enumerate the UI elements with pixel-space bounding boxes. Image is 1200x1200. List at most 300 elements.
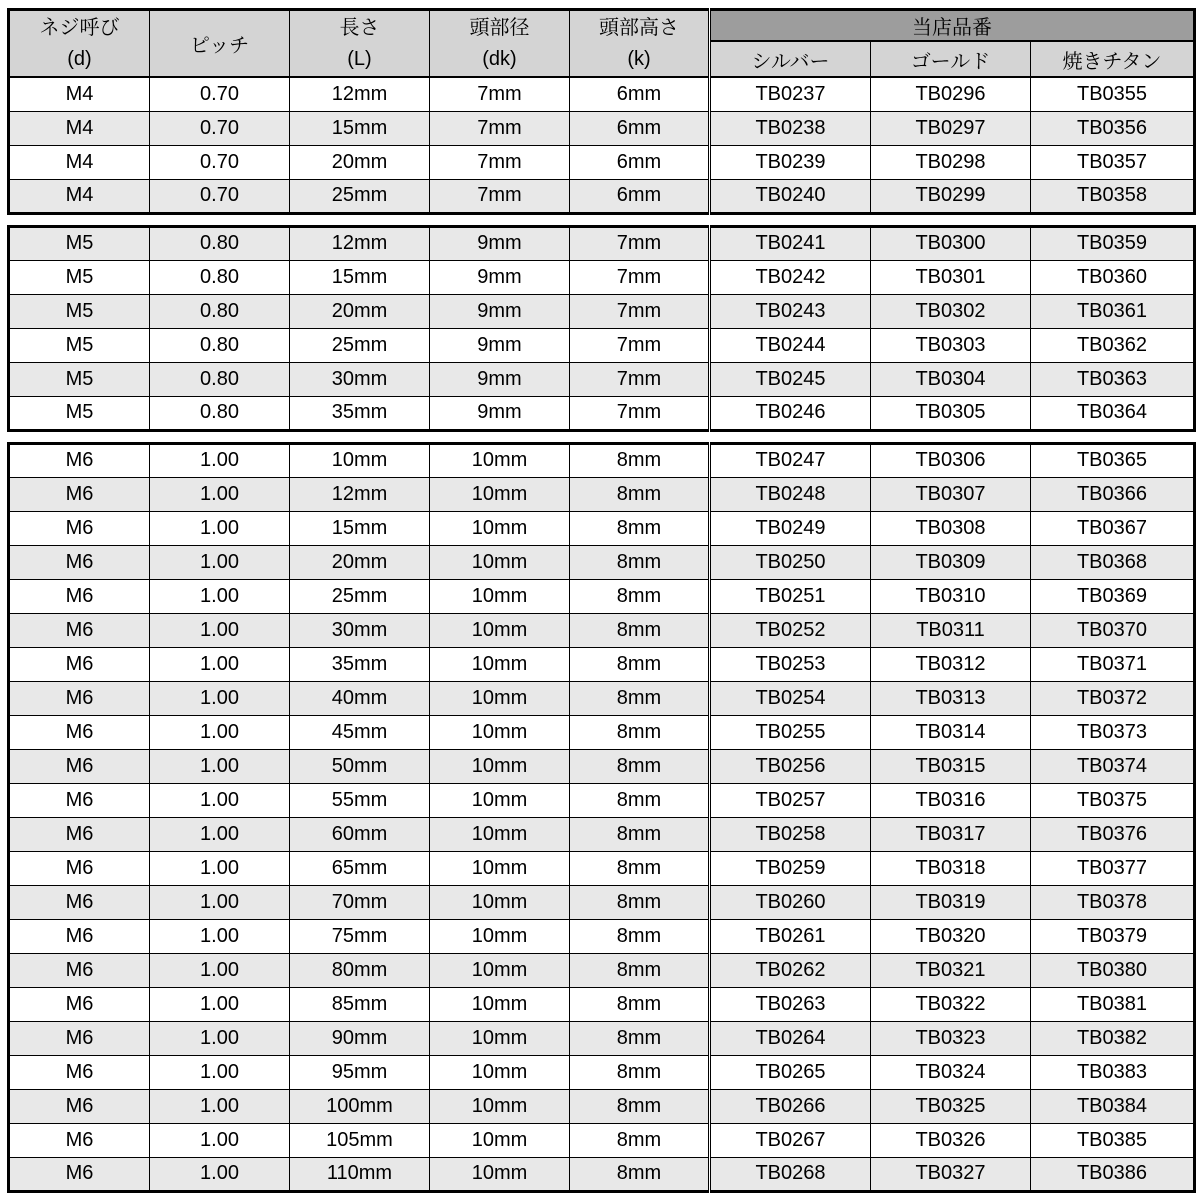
head-diameter-cell: 10mm xyxy=(430,1157,570,1191)
col-header-head-height xyxy=(570,10,710,78)
part-number-gold-cell: TB0311 xyxy=(871,613,1031,647)
screw-size-cell: M6 xyxy=(9,1055,150,1089)
col-header-screw-size xyxy=(9,10,150,78)
screw-size-cell: M6 xyxy=(9,545,150,579)
head-height-cell: 8mm xyxy=(570,1157,710,1191)
m4-rows xyxy=(9,77,1195,213)
table-row xyxy=(9,328,1195,362)
head-height-cell: 8mm xyxy=(570,987,710,1021)
part-number-gold-cell: TB0307 xyxy=(871,477,1031,511)
pitch-cell: 0.80 xyxy=(150,396,290,430)
col-header-length-symbol: (L) xyxy=(347,47,372,70)
part-number-titanium-cell: TB0383 xyxy=(1031,1055,1195,1089)
pitch-cell: 1.00 xyxy=(150,851,290,885)
col-header-screw-size-label: ネジ呼び xyxy=(39,16,120,39)
col-header-head-diameter-symbol: (dk) xyxy=(482,47,517,70)
table-row xyxy=(9,783,1195,817)
part-number-gold-cell: TB0305 xyxy=(871,396,1031,430)
part-number-gold-cell: TB0302 xyxy=(871,294,1031,328)
col-header-head-diameter-label: 頭部径 xyxy=(469,16,530,39)
head-diameter-cell: 9mm xyxy=(430,362,570,396)
length-cell: 15mm xyxy=(290,511,430,545)
table-row xyxy=(9,613,1195,647)
col-header-pitch: ピッチ xyxy=(150,10,290,78)
head-height-cell: 8mm xyxy=(570,1055,710,1089)
part-number-silver-cell: TB0248 xyxy=(710,477,871,511)
screw-size-cell: M6 xyxy=(9,613,150,647)
col-header-silver: シルバー xyxy=(710,41,871,77)
table-row xyxy=(9,1157,1195,1191)
length-cell: 80mm xyxy=(290,953,430,987)
length-cell: 65mm xyxy=(290,851,430,885)
col-header-gold: ゴールド xyxy=(871,41,1031,77)
pitch-cell: 1.00 xyxy=(150,545,290,579)
table-row xyxy=(9,1123,1195,1157)
head-height-cell: 8mm xyxy=(570,613,710,647)
head-diameter-cell: 10mm xyxy=(430,715,570,749)
part-number-silver-cell: TB0244 xyxy=(710,328,871,362)
screw-size-cell: M6 xyxy=(9,851,150,885)
table-row xyxy=(9,477,1195,511)
part-number-titanium-cell: TB0386 xyxy=(1031,1157,1195,1191)
length-cell: 12mm xyxy=(290,477,430,511)
screw-size-cell: M6 xyxy=(9,1021,150,1055)
head-height-cell: 8mm xyxy=(570,477,710,511)
head-diameter-cell: 9mm xyxy=(430,260,570,294)
pitch-cell: 0.70 xyxy=(150,145,290,179)
part-number-titanium-cell: TB0363 xyxy=(1031,362,1195,396)
pitch-cell: 1.00 xyxy=(150,1123,290,1157)
pitch-cell: 1.00 xyxy=(150,1021,290,1055)
length-cell: 85mm xyxy=(290,987,430,1021)
length-cell: 45mm xyxy=(290,715,430,749)
length-cell: 70mm xyxy=(290,885,430,919)
head-height-cell: 7mm xyxy=(570,226,710,260)
part-number-gold-cell: TB0312 xyxy=(871,647,1031,681)
part-number-gold-cell: TB0319 xyxy=(871,885,1031,919)
head-diameter-cell: 10mm xyxy=(430,1021,570,1055)
part-number-gold-cell: TB0317 xyxy=(871,817,1031,851)
part-number-silver-cell: TB0261 xyxy=(710,919,871,953)
screw-size-cell: M5 xyxy=(9,294,150,328)
pitch-cell: 1.00 xyxy=(150,987,290,1021)
part-number-titanium-cell: TB0362 xyxy=(1031,328,1195,362)
screw-size-cell: M6 xyxy=(9,817,150,851)
length-cell: 90mm xyxy=(290,1021,430,1055)
head-diameter-cell: 10mm xyxy=(430,579,570,613)
table-row xyxy=(9,953,1195,987)
table-row xyxy=(9,145,1195,179)
part-number-gold-cell: TB0296 xyxy=(871,77,1031,111)
length-cell: 12mm xyxy=(290,77,430,111)
head-height-cell: 8mm xyxy=(570,783,710,817)
pitch-cell: 1.00 xyxy=(150,1055,290,1089)
part-number-gold-cell: TB0327 xyxy=(871,1157,1031,1191)
head-height-cell: 6mm xyxy=(570,111,710,145)
part-number-gold-cell: TB0298 xyxy=(871,145,1031,179)
part-number-silver-cell: TB0251 xyxy=(710,579,871,613)
part-number-titanium-cell: TB0379 xyxy=(1031,919,1195,953)
part-number-silver-cell: TB0259 xyxy=(710,851,871,885)
part-number-silver-cell: TB0262 xyxy=(710,953,871,987)
head-diameter-cell: 10mm xyxy=(430,987,570,1021)
screw-size-cell: M5 xyxy=(9,396,150,430)
part-number-silver-cell: TB0243 xyxy=(710,294,871,328)
part-number-titanium-cell: TB0382 xyxy=(1031,1021,1195,1055)
head-diameter-cell: 9mm xyxy=(430,294,570,328)
part-number-gold-cell: TB0306 xyxy=(871,443,1031,477)
part-number-titanium-cell: TB0364 xyxy=(1031,396,1195,430)
part-number-silver-cell: TB0249 xyxy=(710,511,871,545)
screw-size-cell: M6 xyxy=(9,1157,150,1191)
col-header-head-diameter xyxy=(430,10,570,78)
part-number-titanium-cell: TB0355 xyxy=(1031,77,1195,111)
head-diameter-cell: 7mm xyxy=(430,77,570,111)
part-number-silver-cell: TB0238 xyxy=(710,111,871,145)
col-header-head-height-label: 頭部高さ xyxy=(599,16,679,39)
part-number-silver-cell: TB0260 xyxy=(710,885,871,919)
part-number-gold-cell: TB0324 xyxy=(871,1055,1031,1089)
part-number-titanium-cell: TB0380 xyxy=(1031,953,1195,987)
spec-table-m6 xyxy=(7,442,1196,1193)
part-number-titanium-cell: TB0356 xyxy=(1031,111,1195,145)
table-row xyxy=(9,987,1195,1021)
length-cell: 60mm xyxy=(290,817,430,851)
length-cell: 35mm xyxy=(290,647,430,681)
head-height-cell: 8mm xyxy=(570,681,710,715)
m5-rows xyxy=(9,226,1195,430)
head-height-cell: 8mm xyxy=(570,749,710,783)
part-number-silver-cell: TB0246 xyxy=(710,396,871,430)
table-row xyxy=(9,851,1195,885)
part-number-titanium-cell: TB0366 xyxy=(1031,477,1195,511)
length-cell: 95mm xyxy=(290,1055,430,1089)
part-number-silver-cell: TB0237 xyxy=(710,77,871,111)
head-height-cell: 8mm xyxy=(570,579,710,613)
head-diameter-cell: 10mm xyxy=(430,783,570,817)
part-number-silver-cell: TB0250 xyxy=(710,545,871,579)
part-number-gold-cell: TB0313 xyxy=(871,681,1031,715)
part-number-gold-cell: TB0321 xyxy=(871,953,1031,987)
part-number-titanium-cell: TB0378 xyxy=(1031,885,1195,919)
head-diameter-cell: 10mm xyxy=(430,681,570,715)
part-number-silver-cell: TB0257 xyxy=(710,783,871,817)
head-diameter-cell: 10mm xyxy=(430,477,570,511)
pitch-cell: 1.00 xyxy=(150,647,290,681)
part-number-gold-cell: TB0320 xyxy=(871,919,1031,953)
head-diameter-cell: 10mm xyxy=(430,545,570,579)
table-row xyxy=(9,260,1195,294)
part-number-silver-cell: TB0239 xyxy=(710,145,871,179)
head-height-cell: 8mm xyxy=(570,817,710,851)
part-number-titanium-cell: TB0375 xyxy=(1031,783,1195,817)
col-header-screw-size-symbol: (d) xyxy=(67,47,92,70)
part-number-gold-cell: TB0300 xyxy=(871,226,1031,260)
part-number-gold-cell: TB0314 xyxy=(871,715,1031,749)
pitch-cell: 1.00 xyxy=(150,1157,290,1191)
part-number-silver-cell: TB0263 xyxy=(710,987,871,1021)
head-height-cell: 8mm xyxy=(570,953,710,987)
pitch-cell: 0.80 xyxy=(150,294,290,328)
length-cell: 55mm xyxy=(290,783,430,817)
screw-size-cell: M4 xyxy=(9,77,150,111)
part-number-gold-cell: TB0323 xyxy=(871,1021,1031,1055)
part-number-titanium-cell: TB0373 xyxy=(1031,715,1195,749)
length-cell: 105mm xyxy=(290,1123,430,1157)
screw-size-cell: M6 xyxy=(9,953,150,987)
head-diameter-cell: 10mm xyxy=(430,613,570,647)
length-cell: 30mm xyxy=(290,362,430,396)
part-number-gold-cell: TB0308 xyxy=(871,511,1031,545)
head-diameter-cell: 10mm xyxy=(430,919,570,953)
pitch-cell: 1.00 xyxy=(150,613,290,647)
table-row xyxy=(9,511,1195,545)
length-cell: 40mm xyxy=(290,681,430,715)
table-row xyxy=(9,579,1195,613)
table-row xyxy=(9,396,1195,430)
col-header-titanium: 焼きチタン xyxy=(1031,41,1195,77)
head-diameter-cell: 10mm xyxy=(430,1123,570,1157)
part-number-silver-cell: TB0255 xyxy=(710,715,871,749)
part-number-gold-cell: TB0325 xyxy=(871,1089,1031,1123)
screw-size-cell: M6 xyxy=(9,443,150,477)
length-cell: 50mm xyxy=(290,749,430,783)
part-number-titanium-cell: TB0369 xyxy=(1031,579,1195,613)
part-number-gold-cell: TB0315 xyxy=(871,749,1031,783)
part-number-silver-cell: TB0247 xyxy=(710,443,871,477)
pitch-cell: 1.00 xyxy=(150,919,290,953)
screw-size-cell: M5 xyxy=(9,328,150,362)
screw-size-cell: M6 xyxy=(9,647,150,681)
head-height-cell: 6mm xyxy=(570,77,710,111)
length-cell: 25mm xyxy=(290,328,430,362)
table-row xyxy=(9,111,1195,145)
pitch-cell: 1.00 xyxy=(150,885,290,919)
head-height-cell: 8mm xyxy=(570,1123,710,1157)
table-row xyxy=(9,749,1195,783)
col-header-product-number-group: 当店品番 xyxy=(710,10,1195,42)
head-height-cell: 7mm xyxy=(570,362,710,396)
part-number-titanium-cell: TB0371 xyxy=(1031,647,1195,681)
screw-size-cell: M6 xyxy=(9,681,150,715)
pitch-cell: 0.80 xyxy=(150,328,290,362)
head-height-cell: 7mm xyxy=(570,328,710,362)
pitch-cell: 0.80 xyxy=(150,260,290,294)
length-cell: 10mm xyxy=(290,443,430,477)
head-diameter-cell: 10mm xyxy=(430,1089,570,1123)
pitch-cell: 0.70 xyxy=(150,77,290,111)
table-row xyxy=(9,179,1195,213)
head-height-cell: 8mm xyxy=(570,919,710,953)
part-number-titanium-cell: TB0359 xyxy=(1031,226,1195,260)
head-diameter-cell: 10mm xyxy=(430,851,570,885)
part-number-silver-cell: TB0264 xyxy=(710,1021,871,1055)
part-number-titanium-cell: TB0384 xyxy=(1031,1089,1195,1123)
pitch-cell: 0.80 xyxy=(150,362,290,396)
part-number-gold-cell: TB0299 xyxy=(871,179,1031,213)
screw-size-cell: M6 xyxy=(9,1123,150,1157)
table-row xyxy=(9,443,1195,477)
part-number-gold-cell: TB0304 xyxy=(871,362,1031,396)
part-number-titanium-cell: TB0385 xyxy=(1031,1123,1195,1157)
length-cell: 15mm xyxy=(290,111,430,145)
head-height-cell: 8mm xyxy=(570,851,710,885)
screw-size-cell: M6 xyxy=(9,987,150,1021)
screw-size-cell: M4 xyxy=(9,179,150,213)
part-number-silver-cell: TB0241 xyxy=(710,226,871,260)
pitch-cell: 1.00 xyxy=(150,749,290,783)
head-height-cell: 7mm xyxy=(570,294,710,328)
length-cell: 110mm xyxy=(290,1157,430,1191)
pitch-cell: 1.00 xyxy=(150,783,290,817)
part-number-silver-cell: TB0254 xyxy=(710,681,871,715)
screw-size-cell: M6 xyxy=(9,579,150,613)
length-cell: 25mm xyxy=(290,179,430,213)
part-number-silver-cell: TB0242 xyxy=(710,260,871,294)
screw-size-cell: M6 xyxy=(9,511,150,545)
table-row xyxy=(9,1021,1195,1055)
head-diameter-cell: 10mm xyxy=(430,817,570,851)
pitch-cell: 0.70 xyxy=(150,179,290,213)
head-diameter-cell: 10mm xyxy=(430,885,570,919)
screw-size-cell: M6 xyxy=(9,885,150,919)
part-number-gold-cell: TB0301 xyxy=(871,260,1031,294)
length-cell: 20mm xyxy=(290,294,430,328)
pitch-cell: 1.00 xyxy=(150,511,290,545)
spec-table-m4 xyxy=(7,8,1196,215)
head-height-cell: 8mm xyxy=(570,511,710,545)
part-number-titanium-cell: TB0357 xyxy=(1031,145,1195,179)
screw-size-cell: M6 xyxy=(9,715,150,749)
part-number-silver-cell: TB0268 xyxy=(710,1157,871,1191)
table-row xyxy=(9,545,1195,579)
table-row xyxy=(9,715,1195,749)
part-number-silver-cell: TB0240 xyxy=(710,179,871,213)
part-number-gold-cell: TB0326 xyxy=(871,1123,1031,1157)
pitch-cell: 0.80 xyxy=(150,226,290,260)
part-number-silver-cell: TB0253 xyxy=(710,647,871,681)
part-number-gold-cell: TB0316 xyxy=(871,783,1031,817)
part-number-titanium-cell: TB0370 xyxy=(1031,613,1195,647)
part-number-gold-cell: TB0310 xyxy=(871,579,1031,613)
table-row xyxy=(9,647,1195,681)
table-row xyxy=(9,226,1195,260)
head-diameter-cell: 10mm xyxy=(430,511,570,545)
head-height-cell: 6mm xyxy=(570,179,710,213)
table-row xyxy=(9,1089,1195,1123)
table-row xyxy=(9,817,1195,851)
pitch-cell: 1.00 xyxy=(150,681,290,715)
part-number-silver-cell: TB0265 xyxy=(710,1055,871,1089)
head-height-cell: 8mm xyxy=(570,443,710,477)
table-row xyxy=(9,362,1195,396)
screw-size-cell: M4 xyxy=(9,145,150,179)
part-number-titanium-cell: TB0381 xyxy=(1031,987,1195,1021)
part-number-silver-cell: TB0245 xyxy=(710,362,871,396)
length-cell: 100mm xyxy=(290,1089,430,1123)
part-number-silver-cell: TB0267 xyxy=(710,1123,871,1157)
m6-rows xyxy=(9,443,1195,1191)
head-height-cell: 8mm xyxy=(570,545,710,579)
table-row xyxy=(9,294,1195,328)
spec-table-m5 xyxy=(7,225,1196,432)
part-number-gold-cell: TB0309 xyxy=(871,545,1031,579)
pitch-cell: 0.70 xyxy=(150,111,290,145)
head-diameter-cell: 10mm xyxy=(430,953,570,987)
pitch-cell: 1.00 xyxy=(150,443,290,477)
col-header-length-label: 長さ xyxy=(339,16,380,39)
col-header-length xyxy=(290,10,430,78)
part-number-titanium-cell: TB0376 xyxy=(1031,817,1195,851)
length-cell: 30mm xyxy=(290,613,430,647)
head-height-cell: 7mm xyxy=(570,260,710,294)
length-cell: 12mm xyxy=(290,226,430,260)
length-cell: 20mm xyxy=(290,145,430,179)
head-height-cell: 8mm xyxy=(570,1089,710,1123)
head-height-cell: 7mm xyxy=(570,396,710,430)
head-height-cell: 8mm xyxy=(570,885,710,919)
pitch-cell: 1.00 xyxy=(150,817,290,851)
screw-size-cell: M6 xyxy=(9,749,150,783)
head-diameter-cell: 7mm xyxy=(430,179,570,213)
pitch-cell: 1.00 xyxy=(150,1089,290,1123)
length-cell: 20mm xyxy=(290,545,430,579)
screw-size-cell: M4 xyxy=(9,111,150,145)
part-number-titanium-cell: TB0358 xyxy=(1031,179,1195,213)
table-row xyxy=(9,681,1195,715)
head-diameter-cell: 7mm xyxy=(430,111,570,145)
head-diameter-cell: 10mm xyxy=(430,443,570,477)
part-number-gold-cell: TB0322 xyxy=(871,987,1031,1021)
head-diameter-cell: 10mm xyxy=(430,1055,570,1089)
screw-size-cell: M5 xyxy=(9,362,150,396)
part-number-titanium-cell: TB0372 xyxy=(1031,681,1195,715)
screw-size-cell: M6 xyxy=(9,919,150,953)
table-row xyxy=(9,77,1195,111)
part-number-silver-cell: TB0266 xyxy=(710,1089,871,1123)
part-number-silver-cell: TB0258 xyxy=(710,817,871,851)
part-number-titanium-cell: TB0368 xyxy=(1031,545,1195,579)
part-number-titanium-cell: TB0365 xyxy=(1031,443,1195,477)
length-cell: 25mm xyxy=(290,579,430,613)
screw-size-cell: M5 xyxy=(9,260,150,294)
head-height-cell: 8mm xyxy=(570,715,710,749)
part-number-titanium-cell: TB0367 xyxy=(1031,511,1195,545)
table-header xyxy=(9,10,1195,78)
part-number-gold-cell: TB0303 xyxy=(871,328,1031,362)
part-number-silver-cell: TB0252 xyxy=(710,613,871,647)
table-row xyxy=(9,885,1195,919)
head-diameter-cell: 9mm xyxy=(430,396,570,430)
col-header-head-height-symbol: (k) xyxy=(627,47,651,70)
head-diameter-cell: 7mm xyxy=(430,145,570,179)
head-diameter-cell: 9mm xyxy=(430,328,570,362)
length-cell: 35mm xyxy=(290,396,430,430)
screw-size-cell: M5 xyxy=(9,226,150,260)
pitch-cell: 1.00 xyxy=(150,953,290,987)
pitch-cell: 1.00 xyxy=(150,477,290,511)
table-row xyxy=(9,919,1195,953)
part-number-titanium-cell: TB0360 xyxy=(1031,260,1195,294)
part-number-gold-cell: TB0297 xyxy=(871,111,1031,145)
part-number-gold-cell: TB0318 xyxy=(871,851,1031,885)
part-number-silver-cell: TB0256 xyxy=(710,749,871,783)
pitch-cell: 1.00 xyxy=(150,579,290,613)
part-number-titanium-cell: TB0377 xyxy=(1031,851,1195,885)
head-height-cell: 6mm xyxy=(570,145,710,179)
table-row xyxy=(9,1055,1195,1089)
pitch-cell: 1.00 xyxy=(150,715,290,749)
